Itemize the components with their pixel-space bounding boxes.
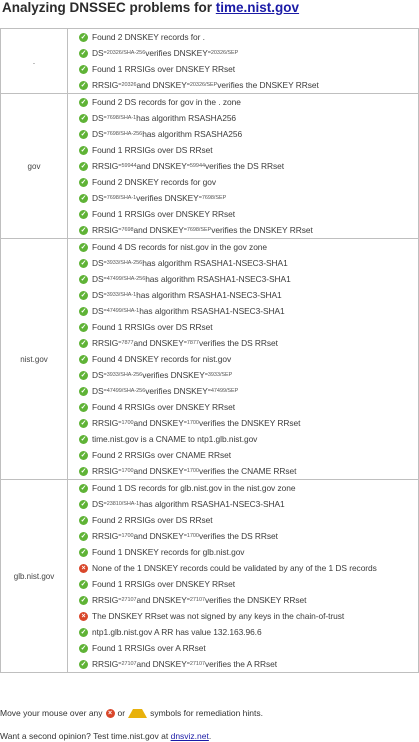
check-item xyxy=(68,383,418,399)
check-text: and DNSKEY xyxy=(136,595,187,605)
check-text: Found 4 DS records for nist.gov in the gov zone xyxy=(92,242,268,252)
check-text: verifies DNSKEY xyxy=(142,370,205,380)
check-circle-icon: ✓ xyxy=(80,162,87,170)
check-text: verifies the DS RRset xyxy=(198,338,278,348)
hint-suffix: symbols for remediation hints. xyxy=(150,708,264,718)
check-text: DS xyxy=(92,129,104,139)
check-identifier: =3933/SHA-256 xyxy=(103,260,143,266)
check-identifier: =20326/SEP xyxy=(186,82,218,88)
check-item xyxy=(68,110,418,126)
check-text: DS xyxy=(92,113,104,123)
check-circle-icon: ✓ xyxy=(80,81,87,89)
zone-row xyxy=(1,29,419,94)
check-text: DS xyxy=(92,48,104,58)
check-item xyxy=(68,656,418,672)
zone-row xyxy=(1,94,419,239)
check-circle-icon: ✓ xyxy=(80,33,87,41)
second-opinion-suffix: . xyxy=(208,731,212,741)
check-text: Found 2 DNSKEY records for gov xyxy=(92,177,217,187)
check-item xyxy=(68,624,418,640)
results-body xyxy=(1,29,419,673)
check-item xyxy=(68,431,418,447)
check-text: RRSIG xyxy=(92,161,119,171)
check-text: and DNSKEY xyxy=(136,659,187,669)
check-item xyxy=(68,61,418,77)
check-circle-icon: ✓ xyxy=(80,451,87,459)
check-circle-icon: ✓ xyxy=(80,628,87,636)
check-text: has algorithm RSASHA1-NSEC3-SHA1 xyxy=(139,306,285,316)
check-item xyxy=(68,319,418,335)
check-text: has algorithm RSASHA1-NSEC3-SHA1 xyxy=(142,258,288,268)
check-item xyxy=(68,512,418,528)
check-item xyxy=(68,592,418,608)
check-circle-icon: ✓ xyxy=(80,467,87,475)
check-text: and DNSKEY xyxy=(133,225,184,235)
check-text: verifies the DNSKEY RRset xyxy=(217,80,319,90)
check-item xyxy=(68,271,418,287)
check-text: and DNSKEY xyxy=(136,161,187,171)
check-circle-icon: ✓ xyxy=(80,548,87,556)
check-identifier: =1700 xyxy=(183,533,199,539)
check-item xyxy=(68,255,418,271)
dnsviz-link[interactable]: dnsviz.net xyxy=(170,731,209,741)
check-text: DS xyxy=(92,499,104,509)
check-text: Found 1 DNSKEY records for glb.nist.gov xyxy=(92,547,245,557)
check-text: Found 1 DS records for glb.nist.gov in the nist.gov zone xyxy=(92,483,296,493)
warning-triangle-icon xyxy=(128,709,147,718)
check-circle-icon: ✓ xyxy=(80,371,87,379)
check-text: verifies the DS RRset xyxy=(204,161,284,171)
check-text: verifies DNSKEY xyxy=(145,386,208,396)
check-item xyxy=(68,126,418,142)
check-identifier: =7698/SHA-256 xyxy=(103,131,143,137)
check-identifier: =59944 xyxy=(186,163,205,169)
check-text: time.nist.gov is a CNAME to ntp1.glb.nist.gov xyxy=(92,434,258,444)
check-text: Found 2 DS records for gov in the . zone xyxy=(92,97,241,107)
check-item xyxy=(68,399,418,415)
check-text: and DNSKEY xyxy=(133,531,184,541)
check-circle-icon: ✓ xyxy=(80,226,87,234)
check-circle-icon: ✓ xyxy=(80,243,87,251)
check-text: verifies the DNSKEY RRset xyxy=(204,595,307,605)
check-text: Found 2 RRSIGs over DS RRset xyxy=(92,515,213,525)
check-item xyxy=(68,222,418,238)
check-item xyxy=(68,335,418,351)
zone-name: nist.gov xyxy=(1,239,68,480)
check-circle-icon: ✓ xyxy=(80,291,87,299)
check-identifier: =27107 xyxy=(186,661,205,667)
check-text: verifies the DS RRset xyxy=(198,531,278,541)
check-text: DS xyxy=(92,193,104,203)
check-text: has algorithm RSASHA1-NSEC3-SHA1 xyxy=(139,499,285,509)
zone-checks xyxy=(68,480,419,673)
check-text: and DNSKEY xyxy=(133,418,184,428)
check-text: verifies the A RRset xyxy=(204,659,278,669)
check-circle-icon: ✓ xyxy=(80,403,87,411)
check-text: and DNSKEY xyxy=(133,338,184,348)
check-circle-icon: ✓ xyxy=(80,644,87,652)
check-circle-icon: ✓ xyxy=(80,339,87,347)
check-item xyxy=(68,239,418,255)
check-circle-icon: ✓ xyxy=(80,596,87,604)
check-circle-icon: ✓ xyxy=(80,484,87,492)
check-item xyxy=(68,77,418,93)
zone-row xyxy=(1,480,419,673)
check-text: has algorithm RSASHA256 xyxy=(142,129,243,139)
check-circle-icon: ✓ xyxy=(80,49,87,57)
check-item xyxy=(68,528,418,544)
check-text: Found 4 RRSIGs over DNSKEY RRset xyxy=(92,402,235,412)
check-circle-icon: ✓ xyxy=(80,259,87,267)
check-text: Found 1 RRSIGs over DS RRset xyxy=(92,145,213,155)
hint-prefix: Move your mouse over any xyxy=(0,708,103,718)
check-identifier: =47499/SHA-1 xyxy=(103,308,140,314)
check-text: RRSIG xyxy=(92,338,119,348)
check-identifier: =1700 xyxy=(118,468,134,474)
check-text: verifies the DNSKEY RRset xyxy=(211,225,313,235)
check-text: verifies DNSKEY xyxy=(145,48,208,58)
check-text: has algorithm RSASHA1-NSEC3-SHA1 xyxy=(136,290,282,300)
check-text: RRSIG xyxy=(92,225,119,235)
check-text: RRSIG xyxy=(92,595,119,605)
zone-name: glb.nist.gov xyxy=(1,480,68,673)
check-identifier: =47499/SEP xyxy=(207,388,239,394)
check-circle-icon: ✓ xyxy=(80,210,87,218)
check-circle-icon: ✓ xyxy=(80,307,87,315)
check-identifier: =47499/SHA-256 xyxy=(103,276,146,282)
check-text: RRSIG xyxy=(92,466,119,476)
check-identifier: =1700 xyxy=(183,468,199,474)
check-text: The DNSKEY RRset was not signed by any keys in the chain-of-trust xyxy=(92,611,345,621)
check-circle-icon: ✓ xyxy=(80,532,87,540)
check-text: and DNSKEY xyxy=(133,466,184,476)
domain-link[interactable]: time.nist.gov xyxy=(215,0,300,15)
check-circle-icon: ✓ xyxy=(80,65,87,73)
check-identifier: =7698 xyxy=(118,227,134,233)
second-opinion xyxy=(0,730,211,742)
check-item xyxy=(68,463,418,479)
check-text: RRSIG xyxy=(92,80,119,90)
check-identifier: =1700 xyxy=(183,420,199,426)
zone-name: gov xyxy=(1,94,68,239)
check-text: DS xyxy=(92,290,104,300)
check-circle-icon: ✓ xyxy=(80,275,87,283)
hint-or: or xyxy=(117,708,126,718)
check-identifier: =27107 xyxy=(118,597,137,603)
check-circle-icon: ✓ xyxy=(80,580,87,588)
check-item xyxy=(68,351,418,367)
zone-checks xyxy=(68,239,419,480)
check-item xyxy=(68,367,418,383)
check-circle-icon: ✓ xyxy=(80,500,87,508)
zone-name: . xyxy=(1,29,68,94)
check-circle-icon: ✓ xyxy=(80,660,87,668)
check-circle-icon: ✓ xyxy=(80,323,87,331)
check-circle-icon: ✓ xyxy=(80,387,87,395)
check-text: ntp1.glb.nist.gov A RR has value 132.163.96.6 xyxy=(92,627,262,637)
check-identifier: =7698/SEP xyxy=(198,195,227,201)
check-text: has algorithm RSASHA1-NSEC3-SHA1 xyxy=(145,274,291,284)
check-circle-icon: ✓ xyxy=(80,516,87,524)
check-identifier: =1700 xyxy=(118,420,134,426)
check-text: Found 2 DNSKEY records for . xyxy=(92,32,205,42)
check-identifier: =23810/SHA-1 xyxy=(103,501,140,507)
check-identifier: =20326/SHA-256 xyxy=(103,50,146,56)
check-text: has algorithm RSASHA256 xyxy=(136,113,237,123)
page-title xyxy=(2,0,299,16)
second-opinion-prefix: Want a second opinion? Test time.nist.gov at xyxy=(0,731,169,741)
check-identifier: =27107 xyxy=(118,661,137,667)
check-identifier: =1700 xyxy=(118,533,134,539)
check-item xyxy=(68,142,418,158)
check-item xyxy=(68,303,418,319)
check-circle-icon: ✓ xyxy=(80,355,87,363)
check-text: RRSIG xyxy=(92,659,119,669)
check-identifier: =3933/SHA-1 xyxy=(103,292,137,298)
check-circle-icon: ✓ xyxy=(80,435,87,443)
x-circle-icon[interactable]: × xyxy=(79,612,88,621)
check-text: Found 1 RRSIGs over DS RRset xyxy=(92,322,213,332)
check-text: Found 1 RRSIGs over DNSKEY RRset xyxy=(92,64,235,74)
check-identifier: =7698/SHA-1 xyxy=(103,195,137,201)
check-item xyxy=(68,544,418,560)
check-identifier: =27107 xyxy=(186,597,205,603)
check-text: DS xyxy=(92,306,104,316)
check-text: Found 4 DNSKEY records for nist.gov xyxy=(92,354,232,364)
check-text: None of the 1 DNSKEY records could be validated by any of the 1 DS records xyxy=(92,563,377,573)
check-text: Found 1 RRSIGs over A RRset xyxy=(92,643,206,653)
check-circle-icon: ✓ xyxy=(80,194,87,202)
check-circle-icon: ✓ xyxy=(80,419,87,427)
check-item xyxy=(68,415,418,431)
check-identifier: =20326/SEP xyxy=(207,50,239,56)
check-text: Found 2 RRSIGs over CNAME RRset xyxy=(92,450,232,460)
check-text: verifies the CNAME RRset xyxy=(198,466,297,476)
check-text: Found 1 RRSIGs over DNSKEY RRset xyxy=(92,579,235,589)
check-item xyxy=(68,29,418,45)
check-identifier: =3933/SEP xyxy=(204,372,233,378)
zone-row xyxy=(1,239,419,480)
check-text: DS xyxy=(92,386,104,396)
check-identifier: =59944 xyxy=(118,163,137,169)
check-text: verifies the DNSKEY RRset xyxy=(198,418,301,428)
zone-checks xyxy=(68,29,419,94)
check-item xyxy=(68,190,418,206)
check-item xyxy=(68,496,418,512)
check-text: Found 1 RRSIGs over DNSKEY RRset xyxy=(92,209,235,219)
remediation-hint xyxy=(0,707,263,719)
check-item xyxy=(68,206,418,222)
check-text: DS xyxy=(92,274,104,284)
check-identifier: =20326 xyxy=(118,82,137,88)
page-title-text: Analyzing DNSSEC problems for xyxy=(2,0,213,15)
x-circle-icon: × xyxy=(106,709,115,718)
check-identifier: =47499/SHA-256 xyxy=(103,388,146,394)
check-identifier: =3933/SHA-256 xyxy=(103,372,143,378)
check-item xyxy=(68,94,418,110)
check-circle-icon: ✓ xyxy=(80,114,87,122)
check-circle-icon: ✓ xyxy=(80,178,87,186)
check-text: DS xyxy=(92,258,104,268)
check-item xyxy=(68,447,418,463)
check-item xyxy=(68,560,418,576)
check-text: and DNSKEY xyxy=(136,80,187,90)
check-circle-icon: ✓ xyxy=(80,130,87,138)
check-identifier: =7698/SEP xyxy=(183,227,212,233)
check-item xyxy=(68,158,418,174)
check-item xyxy=(68,174,418,190)
check-identifier: =7877 xyxy=(118,340,134,346)
zone-checks xyxy=(68,94,419,239)
check-text: RRSIG xyxy=(92,531,119,541)
check-item xyxy=(68,640,418,656)
check-text: verifies DNSKEY xyxy=(136,193,199,203)
check-item xyxy=(68,576,418,592)
check-item xyxy=(68,480,418,496)
check-item xyxy=(68,287,418,303)
check-text: DS xyxy=(92,370,104,380)
check-text: RRSIG xyxy=(92,418,119,428)
check-item xyxy=(68,608,418,624)
check-circle-icon: ✓ xyxy=(80,146,87,154)
check-identifier: =7877 xyxy=(183,340,199,346)
x-circle-icon[interactable]: × xyxy=(79,564,88,573)
check-identifier: =7698/SHA-1 xyxy=(103,115,137,121)
check-item xyxy=(68,45,418,61)
check-circle-icon: ✓ xyxy=(80,98,87,106)
results-table xyxy=(0,28,419,673)
